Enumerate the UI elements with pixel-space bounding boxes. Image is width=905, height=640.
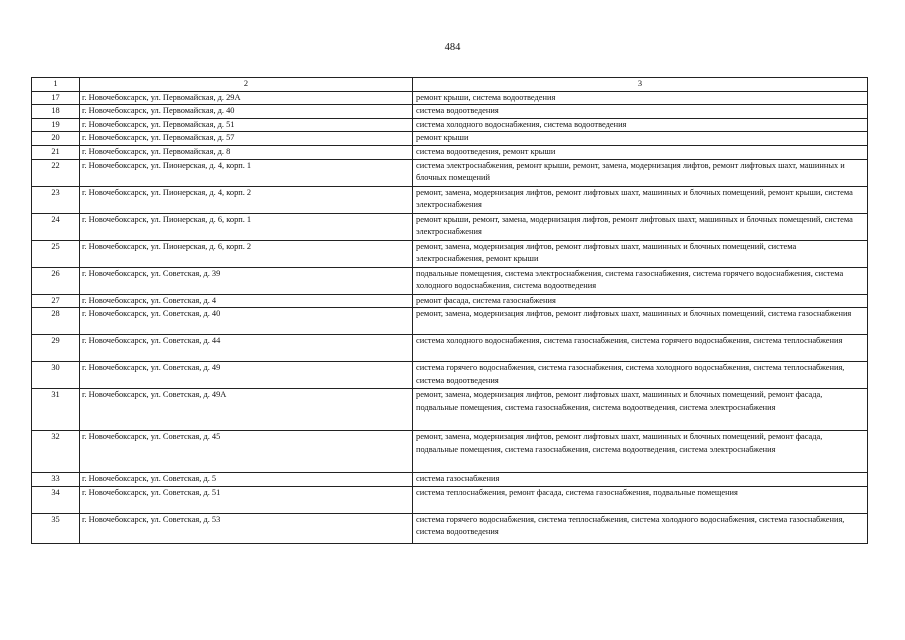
repair-works: ремонт, замена, модернизация лифтов, ремонт лифтовых шахт, машинных и блочных помещений, ремонт фасада, подвальные помещения, система газоснабжения, система водоотведения, система электроснабжения [413,431,868,473]
row-number: 17 [32,91,80,105]
column-header-3: 3 [413,78,868,92]
row-number: 20 [32,132,80,146]
table-row [32,118,868,132]
table-row [32,513,868,543]
row-number: 31 [32,389,80,431]
row-number: 25 [32,240,80,267]
repair-works: система электроснабжения, ремонт крыши, ремонт, замена, модернизация лифтов, ремонт лифтовых шахт, машинных и блочных помещений [413,159,868,186]
repair-works: система горячего водоснабжения, система газоснабжения, система холодного водоснабжения, система теплоснабжения, система водоотведения [413,362,868,389]
repair-works: подвальные помещения, система электроснабжения, система газоснабжения, система горячего водоснабжения, система холодного водоснабжения, система водоотведения [413,267,868,294]
table-row [32,473,868,487]
repair-works: ремонт, замена, модернизация лифтов, ремонт лифтовых шахт, машинных и блочных помещений, система газоснабжения [413,308,868,335]
row-number: 28 [32,308,80,335]
table-row [32,294,868,308]
row-number: 32 [32,431,80,473]
repair-works: ремонт, замена, модернизация лифтов, ремонт лифтовых шахт, машинных и блочных помещений, ремонт крыши, система электроснабжения [413,186,868,213]
table-row [32,267,868,294]
repair-works: система холодного водоснабжения, система водоотведения [413,118,868,132]
building-address: г. Новочебоксарск, ул. Пионерская, д. 4, корп. 1 [80,159,413,186]
building-address: г. Новочебоксарск, ул. Первомайская, д. 57 [80,132,413,146]
table-row [32,308,868,335]
housing-repair-table [31,77,868,544]
table-row [32,145,868,159]
table-row [32,362,868,389]
building-address: г. Новочебоксарск, ул. Советская, д. 44 [80,335,413,362]
table-row [32,389,868,431]
building-address: г. Новочебоксарск, ул. Пионерская, д. 6, корп. 2 [80,240,413,267]
row-number: 22 [32,159,80,186]
repair-works: ремонт, замена, модернизация лифтов, ремонт лифтовых шахт, машинных и блочных помещений, ремонт фасада, подвальные помещения, система газоснабжения, система водоотведения, система электроснабжения [413,389,868,431]
table-row [32,159,868,186]
table-row [32,132,868,146]
building-address: г. Новочебоксарск, ул. Первомайская, д. 51 [80,118,413,132]
column-header-1: 1 [32,78,80,92]
table-row [32,91,868,105]
repair-works: система горячего водоснабжения, система теплоснабжения, система холодного водоснабжения, система газоснабжения, система водоотведения [413,513,868,543]
building-address: г. Новочебоксарск, ул. Первомайская, д. 29А [80,91,413,105]
column-header-2: 2 [80,78,413,92]
building-address: г. Новочебоксарск, ул. Пионерская, д. 6, корп. 1 [80,213,413,240]
table-row [32,186,868,213]
row-number: 34 [32,486,80,513]
row-number: 27 [32,294,80,308]
building-address: г. Новочебоксарск, ул. Советская, д. 4 [80,294,413,308]
repair-works: ремонт, замена, модернизация лифтов, ремонт лифтовых шахт, машинных и блочных помещений, система электроснабжения, ремонт крыши [413,240,868,267]
repair-works: ремонт крыши [413,132,868,146]
repair-works: система водоотведения, ремонт крыши [413,145,868,159]
row-number: 23 [32,186,80,213]
building-address: г. Новочебоксарск, ул. Советская, д. 39 [80,267,413,294]
building-address: г. Новочебоксарск, ул. Советская, д. 5 [80,473,413,487]
row-number: 26 [32,267,80,294]
repair-works: система газоснабжения [413,473,868,487]
building-address: г. Новочебоксарск, ул. Советская, д. 49А [80,389,413,431]
building-address: г. Новочебоксарск, ул. Советская, д. 49 [80,362,413,389]
row-number: 19 [32,118,80,132]
repair-works: система теплоснабжения, ремонт фасада, система газоснабжения, подвальные помещения [413,486,868,513]
repair-works: система водоотведения [413,105,868,119]
repair-works: ремонт крыши, ремонт, замена, модернизация лифтов, ремонт лифтовых шахт, машинных и блочных помещений, система электроснабжения [413,213,868,240]
row-number: 18 [32,105,80,119]
table-row [32,240,868,267]
page-number: 484 [444,42,461,53]
repair-works: система холодного водоснабжения, система газоснабжения, система горячего водоснабжения, система теплоснабжения [413,335,868,362]
table-row [32,335,868,362]
building-address: г. Новочебоксарск, ул. Советская, д. 53 [80,513,413,543]
row-number: 33 [32,473,80,487]
table-row [32,213,868,240]
row-number: 29 [32,335,80,362]
building-address: г. Новочебоксарск, ул. Советская, д. 45 [80,431,413,473]
table-row [32,431,868,473]
table-row [32,105,868,119]
building-address: г. Новочебоксарск, ул. Первомайская, д. 40 [80,105,413,119]
building-address: г. Новочебоксарск, ул. Первомайская, д. 8 [80,145,413,159]
building-address: г. Новочебоксарск, ул. Пионерская, д. 4, корп. 2 [80,186,413,213]
row-number: 35 [32,513,80,543]
row-number: 21 [32,145,80,159]
building-address: г. Новочебоксарск, ул. Советская, д. 40 [80,308,413,335]
building-address: г. Новочебоксарск, ул. Советская, д. 51 [80,486,413,513]
table-row [32,486,868,513]
repair-works: ремонт фасада, система газоснабжения [413,294,868,308]
repair-works: ремонт крыши, система водоотведения [413,91,868,105]
table-header-row [32,78,868,92]
row-number: 30 [32,362,80,389]
row-number: 24 [32,213,80,240]
